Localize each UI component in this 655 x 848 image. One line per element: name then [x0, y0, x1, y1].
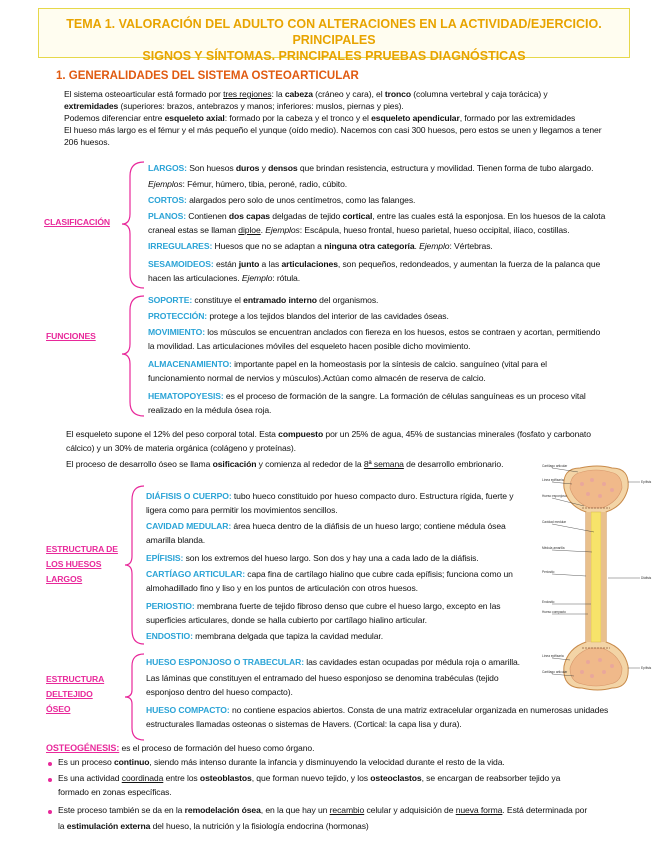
osteogenesis-bullet-3a: Este proceso también se da en la remodelación ósea, en la que hay un recambio celular y adquisición de nueva forma. Está determinada por	[58, 805, 588, 815]
planos-line-1: PLANOS: Contienen dos capas delgadas de tejido cortical, entre las cuales está la esponjosa. En los huesos de la calota	[148, 211, 606, 221]
estructura-largos-label: ESTRUCTURA DE LOS HUESOS LARGOS	[46, 544, 118, 584]
intro-line-1: El sistema osteoarticular está formado por tres regiones: la cabeza (cráneo y cara), el tronco (columna vertebral y caja torácica) y	[64, 89, 548, 99]
figure-label: Línea epifisaria	[542, 478, 564, 482]
figure-label: Endostio	[542, 600, 555, 604]
osteogenesis-bullet-2b: formado en zonas específicas.	[58, 787, 172, 797]
figure-label: Periostio	[542, 570, 555, 574]
funciones-brace	[120, 294, 146, 418]
figure-label: Epífisis	[641, 480, 652, 484]
clasificacion-label: CLASIFICACIÓN	[44, 217, 111, 227]
osteogenesis-bullet-1: Es un proceso continuo, siendo más intenso durante la infancia y disminuyendo la velocidad durante el resto de la vida.	[58, 757, 505, 767]
estructura-oseo-label: ESTRUCTURA DELTEJIDO ÓSEO	[46, 674, 105, 714]
intro-line-5: 206 huesos.	[64, 137, 110, 147]
periostio-line-1: PERIOSTIO: membrana fuerte de tejido fibroso denso que cubre el hueso largo, excepto en las	[146, 601, 501, 611]
soporte-line: SOPORTE: constituye el entramado interno del organismos.	[148, 295, 379, 305]
bullet-icon	[48, 778, 52, 782]
figure-label: Hueso compacto	[542, 610, 566, 614]
osteogenesis-bullet-2a: Es una actividad coordinada entre los osteoblastos, que forman nuevo tejido, y los osteoclastos, se encargan de reabsorber tejido ya	[58, 773, 561, 783]
cartilago-line-2: almohadillado fino y liso y en los puntos de articulación con otros huesos.	[146, 583, 418, 593]
clasificacion-brace	[120, 160, 146, 290]
sesamoideos-line-1: SESAMOIDEOS: están junto a las articulaciones, son pequeños, redondeados, y aumentan la fuerza de la palanca que	[148, 259, 601, 269]
diafisis-line-2: ligera como para permitir los movimientos sencillos.	[146, 505, 338, 515]
cortos-line: CORTOS: alargados pero solo de unos centímetros, como las falanges.	[148, 195, 416, 205]
planos-line-2: craneal estas se llaman diploe. Ejemplos: Escápula, hueso frontal, hueso parietal, hueso occipital, ilíaco, costillas.	[148, 225, 570, 235]
esponjoso-line-3: esponjoso dentro del hueso compacto).	[146, 687, 293, 697]
title-line-1: TEMA 1. VALORACIÓN DEL ADULTO CON ALTERACIONES EN LA ACTIVIDAD/EJERCICIO. PRINCIPALES	[66, 17, 602, 47]
proteccion-line: PROTECCIÓN: protege a los tejidos blandos del interior de las cavidades óseas.	[148, 311, 449, 321]
hematopoyesis-line-1: HEMATOPOYESIS: es el proceso de formación de la sangre. La formación de células sanguíneas es un proceso vital	[148, 391, 586, 401]
largos-line-2: Ejemplos: Fémur, húmero, tibia, peroné, radio, cúbito.	[148, 179, 348, 189]
cartilago-line-1: CARTÍAGO ARTICULAR: capa fina de cartílago hialino que cubre cada epífisis; funciona como un	[146, 569, 513, 579]
composicion-line-1: El esqueleto supone el 12% del peso corporal total. Esta compuesto por un 25% de agua, 45% de sustancias minerales (fosfato y carbonato	[66, 429, 591, 439]
almacenamiento-line-2: funcionamiento normal de nervios y músculos).Actúan como almacén de reserva de calcio.	[148, 373, 486, 383]
figure-label: Hueso esponjoso	[542, 494, 567, 498]
epifisis-line: EPÍFISIS: son los extremos del hueso largo. Son dos y hay una a cada lado de la diáfisis.	[146, 553, 479, 563]
bullet-icon	[48, 810, 52, 814]
hematopoyesis-line-2: realizado en la médula ósea roja.	[148, 405, 272, 415]
figure-label: Cavidad medular	[542, 520, 567, 524]
figure-label: Médula amarilla	[542, 546, 565, 550]
title-box	[38, 8, 630, 63]
sesamoideos-line-2: hacen las articulaciones. Ejemplo: rótula.	[148, 273, 301, 283]
figure-label: Cartílago articular	[542, 464, 568, 468]
movimiento-line-2: la movilidad. Las articulaciones móviles del esqueleto hacen posible dicho movimiento.	[148, 341, 471, 351]
largos-line-1: LARGOS: Son huesos duros y densos que brindan resistencia, estructura y movilidad. Tienen forma de tubo alargado.	[148, 163, 594, 173]
figure-label: Cartílago articular	[542, 670, 568, 674]
intro-line-3: Podemos diferenciar entre esqueleto axial: formado por la cabeza y el tronco y el esqueleto apendicular, formado por las extremidades	[64, 113, 576, 123]
intro-line-2: extremidades (superiores: brazos, antebrazos y manos; inferiores: muslos, piernas y pies).	[64, 101, 404, 111]
estructura-largos-brace	[124, 484, 146, 646]
estructura-oseo-brace	[124, 652, 146, 742]
long-bone-illustration	[542, 462, 652, 694]
figure-label: Diáfisis	[641, 576, 652, 580]
cavidad-line-2: amarilla blanda.	[146, 535, 206, 545]
figure-label: Línea epifisaria	[542, 654, 564, 658]
irregulares-line: IRREGULARES: Huesos que no se adaptan a ninguna otra categoría. Ejemplo: Vértebras.	[148, 241, 493, 251]
intro-line-4: El hueso más largo es el fémur y el más pequeño el yunque (oído medio). Nacemos con casi 300 huesos, pero estos se unen y llegamos a tener	[64, 125, 602, 135]
section-heading: 1. GENERALIDADES DEL SISTEMA OSTEOARTICULAR	[56, 70, 359, 82]
composicion-line-3: El proceso de desarrollo óseo se llama osificación y comienza al rededor de la 8ª semana de desarrollo embrionario.	[66, 459, 504, 469]
esponjoso-line-2: Las láminas que constituyen el entramado del hueso esponjoso se denomina trabéculas (tejido	[146, 673, 499, 683]
endostio-line: ENDOSTIO: membrana delgada que tapiza la cavidad medular.	[146, 631, 383, 641]
compacto-line-2: estructurales llamadas osteonas o sistemas de Havers. (Cortical: la capa lisa y dura).	[146, 719, 462, 729]
periostio-line-2: superficies articulares, donde se halla cubierto por cartílago hialino articular.	[146, 615, 427, 625]
movimiento-line-1: MOVIMIENTO: los músculos se encuentran anclados con fiereza en los huesos, estos se contraen y acortan, permitiendo	[148, 327, 601, 337]
osteogenesis-line: OSTEOGÉNESIS: es el proceso de formación del hueso como órgano.	[46, 743, 315, 753]
almacenamiento-line-1: ALMACENAMIENTO: importante papel en la homeostasis por la síntesis de calcio. sanguíneo (vital para el	[148, 359, 547, 369]
composicion-line-2: cálcico) y un 30% de materia orgánica (colágeno y proteínas).	[66, 443, 296, 453]
figure-label: Epífisis	[641, 666, 652, 670]
compacto-line-1: HUESO COMPACTO: no contiene espacios abiertos. Consta de una matriz extracelular organizada en numerosas unidades	[146, 705, 609, 715]
funciones-label: FUNCIONES	[46, 331, 96, 341]
esponjoso-line-1: HUESO ESPONJOSO O TRABECULAR: las cavidades estan ocupadas por médula roja o amarilla.	[146, 657, 520, 667]
diafisis-line-1: DIÁFISIS O CUERPO: tubo hueco constituido por hueso compacto duro. Estructura rígida, fuerte y	[146, 491, 514, 501]
cavidad-line-1: CAVIDAD MEDULAR: área hueca dentro de la diáfisis de un hueso largo; contiene médula ósea	[146, 521, 506, 531]
title-line-2: SIGNOS Y SÍNTOMAS. PRINCIPALES PRUEBAS DIAGNÓSTICAS	[142, 49, 526, 63]
bullet-icon	[48, 762, 52, 766]
osteogenesis-bullet-3b: la estimulación externa del hueso, la nutrición y la fisiología endocrina (hormonas)	[58, 821, 369, 831]
